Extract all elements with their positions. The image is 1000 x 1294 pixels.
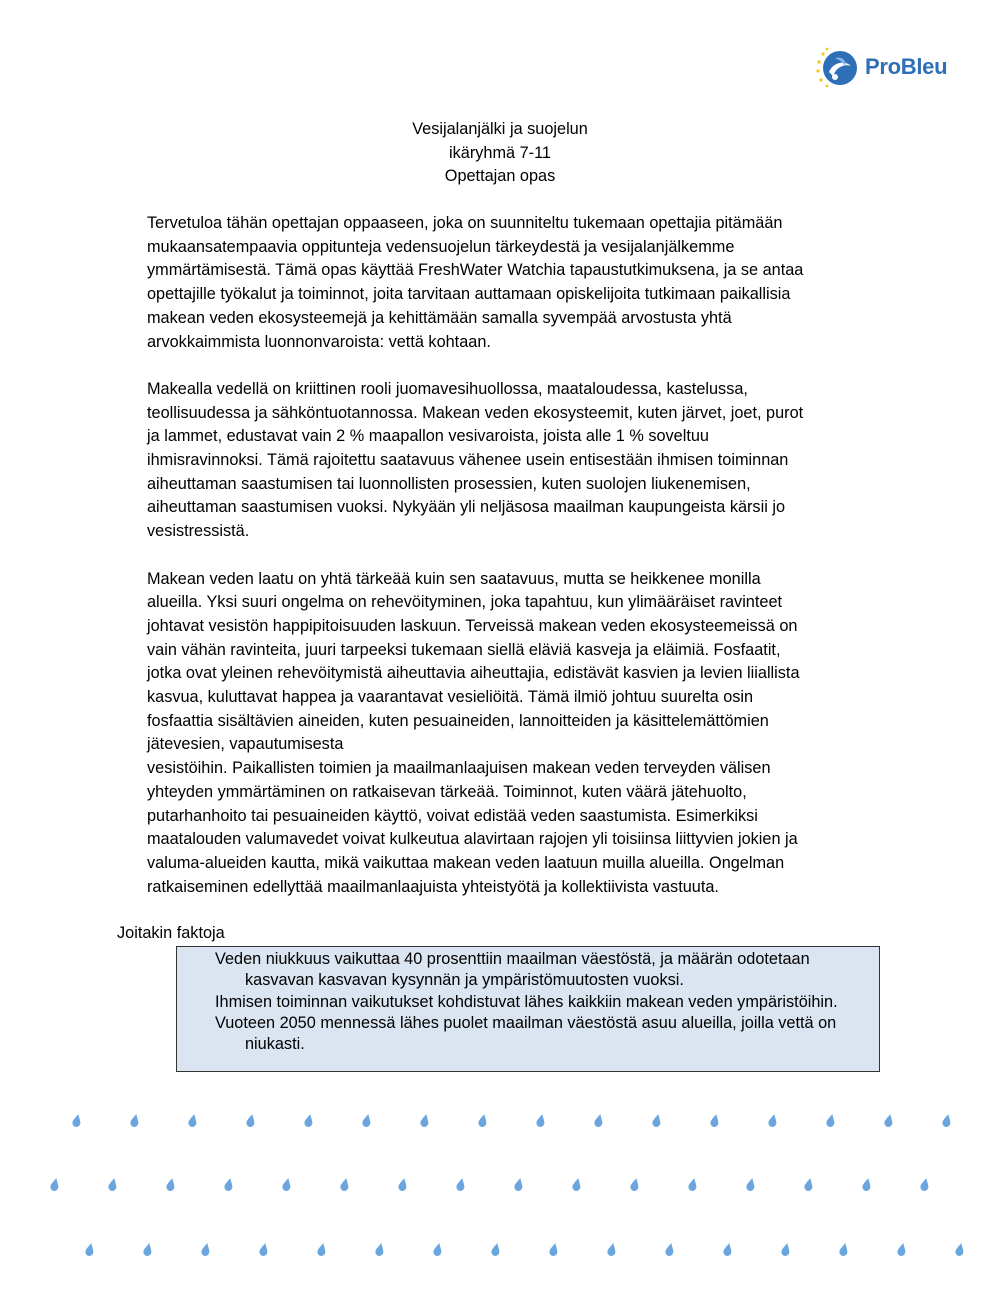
facts-box (176, 946, 880, 1072)
water-drop-icon (246, 1113, 257, 1127)
water-drop-icon (130, 1113, 141, 1127)
water-drop-icon (108, 1177, 119, 1191)
water-drop-icon (594, 1113, 605, 1127)
water-drop-icon (826, 1113, 837, 1127)
water-drop-icon (201, 1242, 212, 1256)
water-drop-icon (549, 1242, 560, 1256)
water-drop-icon (375, 1242, 386, 1256)
water-drop-icon (514, 1177, 525, 1191)
logo-text: ProBleu (865, 54, 948, 79)
water-drop-icon (433, 1242, 444, 1256)
water-drop-icon (282, 1177, 293, 1191)
water-drop-icon (746, 1177, 757, 1191)
water-drop-icon (50, 1177, 61, 1191)
paragraph-intro: Tervetuloa tähän opettajan oppaaseen, joka on suunniteltu tukemaan opettajia pitämään mukaansatempaavia oppitunteja vedensuojelun tärkeydestä ja vesijalanjälkemme ymmärtämisestä. Tämä opas käyttää FreshWater Watchia tapaustutkimuksena, ja se antaa opettajille työkalut ja toiminnot, joita tarvitaan auttamaan opiskelijoita tutkimaan paikallisia makean veden ekosysteemejä ja kehittämään samalla syvempää arvostusta yhtä arvokkaimmista luonnonvaroista: vettä kohtaan. (147, 214, 804, 351)
water-drop-icon (340, 1177, 351, 1191)
water-drop-icon (85, 1242, 96, 1256)
paragraph-water-quality: Makean veden laatu on yhtä tärkeää kuin sen saatavuus, mutta se heikkenee monilla alueilla. Yksi suuri ongelma on rehevöityminen, joka tapahtuu, kun ylimääräiset ravinteet johtavat vesistön happipitoisuuden laskuun. Terveissä makean veden ekosysteemeissä on vain vähän ravinteita, juuri tarpeeksi tukemaan siellä eläviä kasveja ja eläimiä. Fosfaatit, jotka ovat yleinen rehevöitymistä aiheuttavia aiheuttajia, edistävät kasvien ja levien liiallista kasvua, kuluttavat happea ja vaarantavat vesieliöitä. Tämä ilmiö johtuu suurelta osin fosfaattia sisältävien aineiden, kuten pesuaineiden, lannoitteiden ja käsittelemättömien jätevesien, vapautumisesta vesistöihin. Paikallisten toimien ja maailmanlaajuisen makean veden terveyden välisen yhteyden ymmärtäminen on ratkaisevan tärkeää. Toiminnot, kuten väärä jätehuolto, putarhanhoito tai pesuaineiden käyttö, voivat edistää veden saastumista. Esimerkiksi maatalouden valumavedet voivat kulkeutua alavirtaan rajojen yli toisiinsa liittyvien jokien ja valuma-alueiden kautta, mikä vaikuttaa makean veden laatuun muilla alueilla. Ongelman ratkaiseminen edellyttää maailmanlaajuista yhteistyötä ja kollektiivista vastuuta. (147, 569, 800, 896)
probleu-logo-icon (815, 44, 863, 92)
water-drop-icon (688, 1177, 699, 1191)
document-title (0, 118, 1000, 189)
water-drop-icon (652, 1113, 663, 1127)
water-drop-icon (478, 1113, 489, 1127)
water-drop-icon (884, 1113, 895, 1127)
water-drop-icon (607, 1242, 618, 1256)
water-drop-icon (491, 1242, 502, 1256)
water-drop-icon (665, 1242, 676, 1256)
fact-item: Ihmisen toiminnan vaikutukset kohdistuvat lähes kaikkiin makean veden ympäristöihin. (215, 992, 838, 1011)
water-drop-icon (304, 1113, 315, 1127)
water-drop-icon (942, 1113, 953, 1127)
water-drop-icon (536, 1113, 547, 1127)
water-drop-icon (630, 1177, 641, 1191)
water-drop-icon (862, 1177, 873, 1191)
title-line: ikäryhmä 7-11 (449, 143, 551, 162)
water-drop-icon (710, 1113, 721, 1127)
water-drop-icon (768, 1113, 779, 1127)
water-drop-icon (897, 1242, 908, 1256)
fact-item: Veden niukkuus vaikuttaa 40 prosenttiin maailman väestöstä, ja määrän odotetaan kasvavan kasvavan kysynnän ja ympäristömuutosten vuoksi. (215, 950, 810, 990)
fact-item: Vuoteen 2050 mennessä lähes puolet maailman väestöstä asuu alueilla, joilla vettä on niukasti. (215, 1013, 837, 1054)
title-line: Vesijalanjälki ja suojelun (412, 120, 588, 138)
water-drop-icon (317, 1242, 328, 1256)
water-drop-icon (188, 1113, 199, 1127)
water-drop-icon (224, 1177, 235, 1191)
water-drop-icon (456, 1177, 467, 1191)
facts-heading: Joitakin faktoja (117, 924, 225, 942)
paragraph-freshwater-role: Makealla vedellä on kriittinen rooli juomavesihuollossa, maataloudessa, kastelussa, teollisuudessa ja sähköntuotannossa. Makean veden ekosysteemit, kuten järvet, joet, purot ja lammet, edustavat vain 2 % maapallon vesivaroista, joista alle 1 % soveltuu ihmisravinnoksi. Tämä rajoitettu saatavuus vähenee usein entisestään ihmisen toiminnan aiheuttaman saastumisen tai luonnollisten prosessien, kuten suolojen liukenemisen, aiheuttaman saastumisen vuoksi. Nykyään yli neljäsosa maailman kaupungeista kärsii jo vesistressistä. (147, 379, 804, 541)
water-drop-icon (166, 1177, 177, 1191)
water-drop-icon (839, 1242, 850, 1256)
water-drop-icon (572, 1177, 583, 1191)
water-drop-icon (398, 1177, 409, 1191)
title-line: Opettajan opas (444, 167, 556, 185)
document-body (147, 212, 887, 923)
water-drop-icon (723, 1242, 734, 1256)
probleu-logo (815, 44, 965, 94)
water-drop-icon (781, 1242, 792, 1256)
water-drop-icon (259, 1242, 270, 1256)
water-drop-icon (420, 1113, 431, 1127)
water-drop-icon (362, 1113, 373, 1127)
water-drop-icon (143, 1242, 154, 1256)
water-drop-icon (804, 1177, 815, 1191)
water-drop-icon (920, 1177, 931, 1191)
water-drop-icon (955, 1242, 966, 1256)
water-drop-icon (72, 1113, 83, 1127)
